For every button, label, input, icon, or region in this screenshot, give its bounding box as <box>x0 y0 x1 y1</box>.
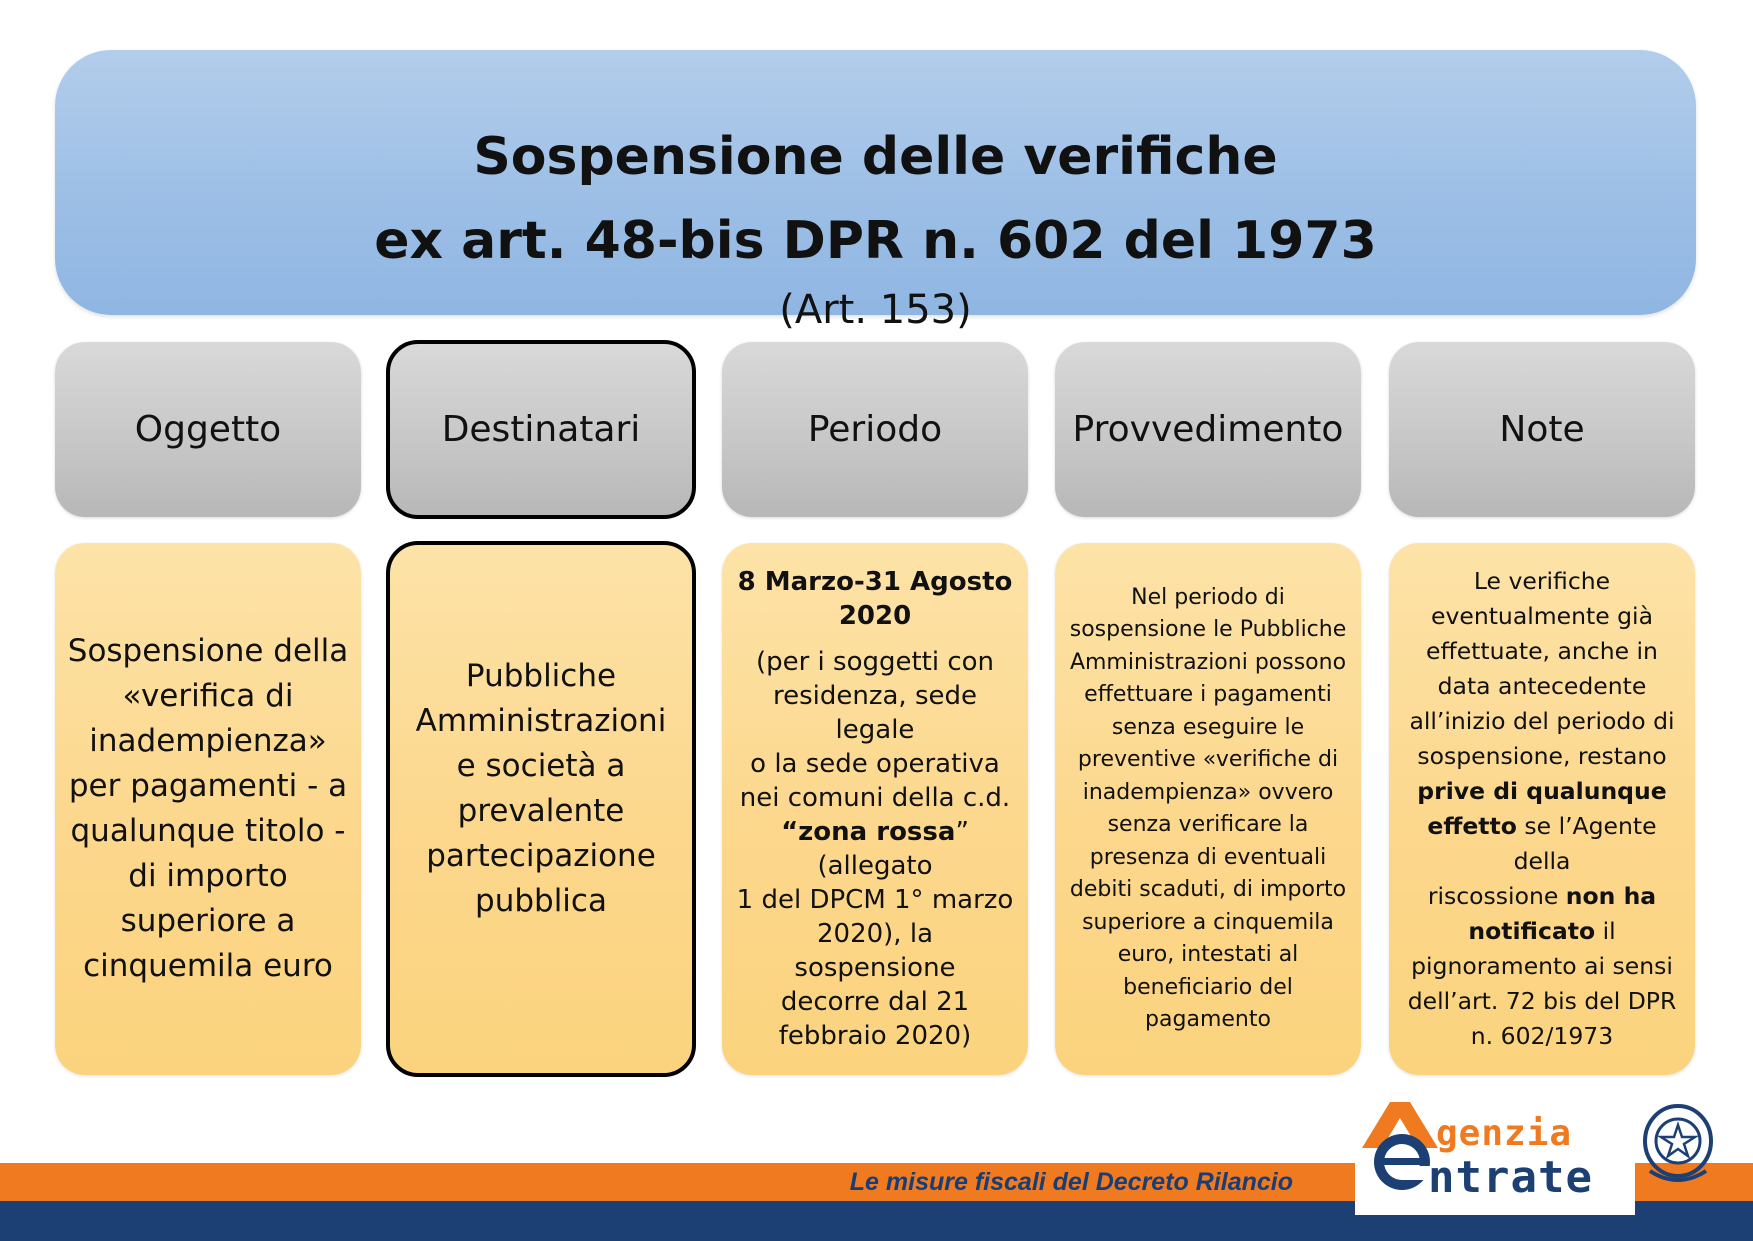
cell-provvedimento-line: Amministrazioni possono <box>1069 649 1347 675</box>
cell-note-line: sospensione, restano <box>1417 742 1667 770</box>
italian-republic-emblem-icon <box>1640 1101 1716 1187</box>
header-destinatari: Destinatari <box>388 342 694 517</box>
cell-oggetto-line: inadempienza» <box>89 723 327 759</box>
cell-note-line: Le verifiche <box>1473 567 1611 595</box>
cell-provvedimento-line: preventive «verifiche di <box>1077 747 1339 772</box>
cell-provvedimento-line: euro, intestati al <box>1117 942 1299 967</box>
cell-note-line: prive di qualunque <box>1417 777 1667 805</box>
cell-oggetto-line: cinquemila euro <box>83 948 333 984</box>
cell-periodo-line: 1 del DPCM 1° marzo <box>736 885 1014 915</box>
cell-note-line <box>1401 809 1683 879</box>
cell-periodo-line: 2020), la sospensione <box>794 919 956 983</box>
cell-provvedimento-line: pagamento <box>1145 1007 1271 1032</box>
cell-note-line: pignoramento ai sensi <box>1411 952 1673 980</box>
periodo-dates: 8 Marzo-31 Agosto <box>737 567 1013 597</box>
zona-rossa-label: “zona rossa <box>781 817 956 847</box>
cell-note <box>1389 543 1695 1075</box>
cell-periodo <box>722 543 1028 1075</box>
header-note: Note <box>1389 342 1695 517</box>
cell-provvedimento-line: debiti scaduti, di importo <box>1069 877 1347 902</box>
logo-line-1: genzia <box>1436 1113 1573 1154</box>
note-text: riscossione <box>1427 882 1566 910</box>
cell-destinatari-line: e società a <box>456 748 626 784</box>
cell-oggetto-line: «verifica di <box>122 678 294 714</box>
periodo-year: 2020 <box>838 601 912 631</box>
cell-note-line: eventualmente già <box>1431 602 1653 630</box>
cell-note-line <box>1468 914 1615 949</box>
note-bold-text: effetto <box>1427 812 1517 840</box>
cell-destinatari-line: Pubbliche <box>465 658 617 694</box>
cell-note-line <box>1428 879 1656 914</box>
cell-oggetto-line: per pagamenti - a <box>68 768 348 804</box>
cell-provvedimento <box>1055 543 1361 1075</box>
cell-provvedimento-line: effettuare i pagamenti <box>1084 682 1332 707</box>
cell-oggetto-line: superiore a <box>120 903 296 939</box>
cell-provvedimento-line: sospensione le Pubbliche <box>1069 617 1347 642</box>
cell-oggetto-line: di importo <box>128 858 288 894</box>
cell-periodo-line: nei comuni della c.d. <box>739 783 1011 813</box>
note-bold-text: non ha <box>1565 882 1657 910</box>
footer-caption: Le misure fiscali del Decreto Rilancio <box>849 1168 1293 1196</box>
cell-oggetto-line: Sospensione della <box>67 633 349 669</box>
header-provvedimento: Provvedimento <box>1055 342 1361 517</box>
cell-periodo-line: febbraio 2020) <box>778 1021 972 1051</box>
cell-note-line: n. 602/1973 <box>1470 1022 1614 1050</box>
cell-destinatari-line: prevalente <box>457 793 625 829</box>
cell-note-line: effettuate, anche in <box>1426 637 1658 665</box>
cell-provvedimento-line: Nel periodo di <box>1131 584 1285 610</box>
header-oggetto: Oggetto <box>55 342 361 517</box>
cell-periodo-line: residenza, sede legale <box>772 681 977 745</box>
cell-provvedimento-line: presenza di eventuali <box>1089 844 1327 870</box>
cell-destinatari <box>388 543 694 1075</box>
cell-periodo-text: ” (allegato <box>817 817 969 881</box>
cell-destinatari-line: partecipazione <box>426 838 656 874</box>
cell-periodo-line <box>734 815 1016 883</box>
title-line-2: ex art. 48-bis DPR n. 602 del 1973 <box>374 211 1377 271</box>
note-bold-text: notificato <box>1468 917 1596 945</box>
cell-note-line: dell’art. 72 bis del DPR <box>1407 987 1677 1015</box>
header-periodo: Periodo <box>722 342 1028 517</box>
note-text: il <box>1595 917 1616 945</box>
cell-provvedimento-line: inadempienza» ovvero <box>1082 779 1334 805</box>
cell-oggetto-line: qualunque titolo - <box>70 813 346 849</box>
cell-provvedimento-line: beneficiario del <box>1123 974 1293 1000</box>
cell-provvedimento-line: superiore a cinquemila <box>1082 909 1334 935</box>
cell-oggetto <box>55 543 361 1075</box>
note-text: se l’Agente della <box>1513 812 1657 875</box>
cell-note-line: all’inizio del periodo di <box>1409 707 1675 735</box>
cell-periodo-line: decorre dal 21 <box>780 987 970 1017</box>
cell-periodo-line: (per i soggetti con <box>755 647 995 677</box>
logo-line-2: ntrate <box>1428 1152 1593 1203</box>
cell-destinatari-line: pubblica <box>475 883 607 919</box>
cell-periodo-line: o la sede operativa <box>750 749 1000 779</box>
cell-note-line: data antecedente <box>1437 672 1647 700</box>
cell-provvedimento-line: senza verificare la <box>1107 812 1309 837</box>
title-line-1: Sospensione delle verifiche <box>473 127 1278 187</box>
title-banner <box>55 50 1696 333</box>
title-subtitle: (Art. 153) <box>779 287 972 333</box>
cell-destinatari-line: Amministrazioni <box>415 703 667 739</box>
cell-provvedimento-line: senza eseguire le <box>1111 714 1305 740</box>
